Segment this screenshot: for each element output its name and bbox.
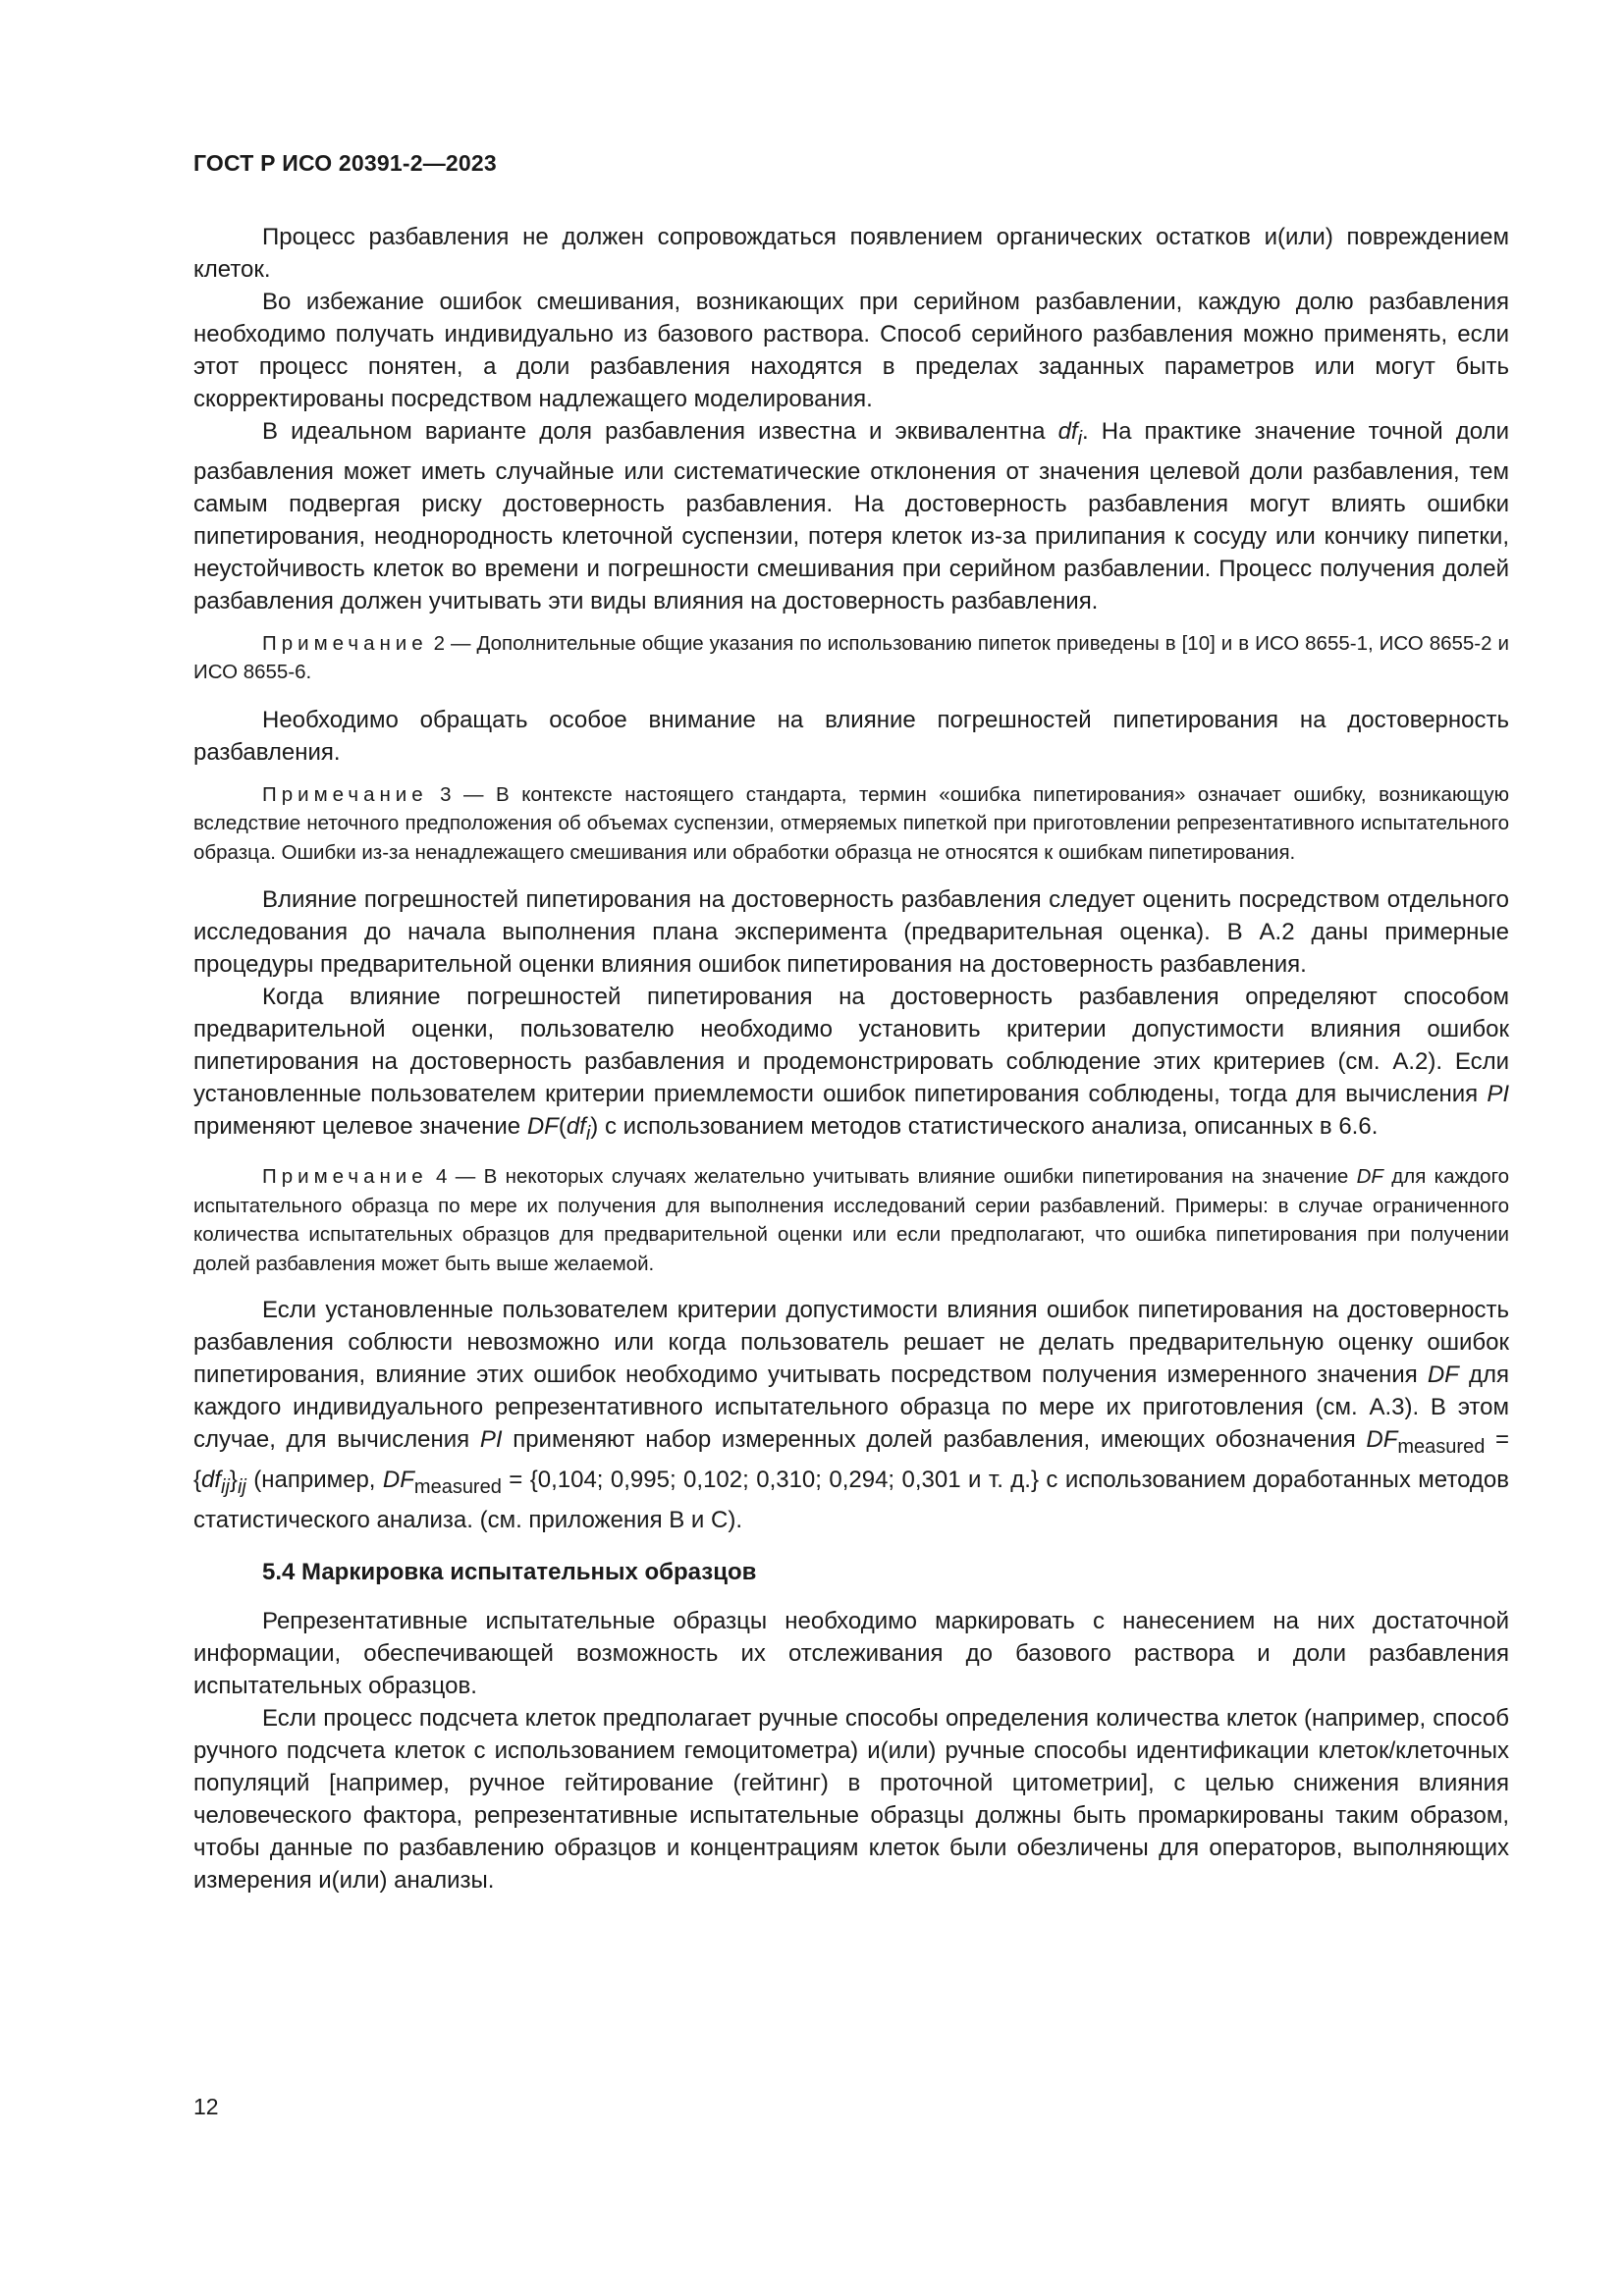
note-3: [193, 780, 1509, 868]
paragraph-sample-labeling: Репрезентативные испытательные образцы необходимо маркировать с нанесением на них достаточной информации, обеспечивающей возможность их отслеживания до базового раствора и доли разбавления испытательных образцов.: [193, 1607, 1509, 1699]
text-fragment: применяют набор измеренных долей разбавления, имеющих обозначения: [502, 1426, 1367, 1454]
text-fragment: с использованием методов статистического анализа, описанных в 6.6.: [598, 1113, 1379, 1141]
math-symbol: df: [566, 1113, 586, 1141]
math-symbol: DF: [1427, 1362, 1459, 1389]
text-fragment: (например,: [245, 1466, 383, 1493]
text-fragment: применяют целевое значение: [193, 1113, 527, 1141]
note-text: 4 — В некоторых случаях желательно учитывать влияние ошибки пипетирования на значение: [427, 1165, 1357, 1189]
text-fragment: (: [558, 1113, 567, 1141]
math-subscript: ij: [237, 1475, 246, 1498]
text-fragment: . На практике значение точной доли разбавления может иметь случайные или систематические отклонения от значения целевой доли разбавления, тем самым подвергая риску достоверность разбавления. На достоверность разбавления могут влиять ошибки пипетирования, неоднородность клеточной суспензии, потеря клеток из-за прилипания к сосуду или кончику пипетки, неустойчивость клеток во времени и погрешности смешивания при серийном разбавлении. Процесс получения долей разбавления должен учитывать эти виды влияния на достоверность разбавления.: [193, 418, 1510, 614]
paragraph-preliminary-assessment: Влияние погрешностей пипетирования на достоверность разбавления следует оценить посредством отдельного исследования до начала выполнения плана эксперимента (предварительная оценка). В А.2 даны примерные процедуры предварительной оценки влияния ошибок пипетирования на достоверность разбавления.: [193, 886, 1509, 979]
math-subscript: ij: [221, 1475, 230, 1498]
math-subscript: measured: [1397, 1435, 1486, 1458]
paragraph-measured-dilution: [193, 1294, 1509, 1536]
note-label: Примечание: [262, 631, 428, 655]
text-fragment: = {0,104; 0,995; 0,102; 0,310; 0,294; 0,301 и т. д.} с использованием доработанных методов статистического анализа. (см. приложения В и С).: [193, 1466, 1510, 1533]
math-subscript: i: [585, 1123, 591, 1146]
note-text: 2 — Дополнительные общие указания по использованию пипеток приведены в [10] и в ИСО 8655-1, ИСО 8655-2 и ИСО 8655-6.: [193, 631, 1509, 684]
text-fragment: Если установленные пользователем критерии допустимости влияния ошибок пипетирования на достоверность разбавления соблюсти невозможно или когда пользователь решает не делать предварительную оценку ошибок пипетирования, влияние этих ошибок необходимо учитывать посредством получения измеренного значения: [193, 1297, 1509, 1389]
math-symbol: DF: [382, 1466, 414, 1493]
math-symbol: PI: [479, 1426, 503, 1454]
math-symbol: DF: [1366, 1426, 1398, 1454]
text-fragment: В идеальном варианте доля разбавления известна и эквивалентна: [262, 418, 1058, 445]
math-symbol: PI: [1487, 1081, 1509, 1108]
paragraph-serial-dilution: Во избежание ошибок смешивания, возникающих при серийном разбавлении, каждую долю разбавления необходимо получать индивидуально из базового раствора. Способ серийного разбавления можно применять, если этот процесс понятен, а доли разбавления находятся в пределах заданных параметров или могут быть скорректированы посредством надлежащего моделирования.: [193, 289, 1509, 412]
text-fragment: ): [590, 1113, 599, 1141]
page-number: 12: [193, 2094, 219, 2119]
text-fragment: = {: [193, 1426, 1510, 1493]
text-fragment: }: [229, 1466, 238, 1493]
note-4: [193, 1162, 1509, 1278]
note-label: Примечание: [262, 782, 428, 806]
note-text: 3 — В контексте настоящего стандарта, термин «ошибка пипетирования» означает ошибку, возникающую вследствие неточного предположения об объемах суспензии, отмеряемых пипеткой при приготовлении репрезентативного испытательного образца. Ошибки из-за ненадлежащего смешивания или обработки образца не относятся к ошибкам пипетирования.: [193, 782, 1509, 864]
page-body: [193, 221, 1509, 1896]
math-symbol: df: [1057, 418, 1078, 445]
note-2: [193, 629, 1509, 687]
paragraph-ideal-dilution: [193, 415, 1509, 617]
paragraph-dilution-residues: Процесс разбавления не должен сопровождаться появлением органических остатков и(или) повреждением клеток.: [193, 224, 1509, 283]
paragraph-pipetting-attention: Необходимо обращать особое внимание на влияние погрешностей пипетирования на достоверность разбавления.: [193, 706, 1509, 766]
math-symbol: DF: [1356, 1165, 1383, 1189]
paragraph-acceptance-criteria: [193, 981, 1509, 1150]
note-text: для каждого испытательного образца по мере их получения для выполнения исследований серии разбавлений. Примеры: в случае ограниченного количества испытательных образцов для предварительной оценки или если предполагают, что ошибка пипетирования при получении долей разбавления может быть выше желаемой.: [193, 1165, 1509, 1275]
text-fragment: Когда влияние погрешностей пипетирования на достоверность разбавления определяют способом предварительной оценки, пользователю необходимо установить критерии допустимости влияния ошибок пипетирования на достоверность разбавления и продемонстрировать соблюдение этих критериев (см. А.2). Если установленные пользователем критерии приемлемости ошибок пипетирования соблюдены, тогда для вычисления: [193, 984, 1509, 1108]
note-label: Примечание: [262, 1165, 428, 1189]
section-heading: 5.4 Маркировка испытательных образцов: [262, 1558, 757, 1585]
paragraph-manual-counting: Если процесс подсчета клеток предполагает ручные способы определения количества клеток (например, способ ручного подсчета клеток с использованием гемоцитометра) и(или) ручные способы идентификации клеток/клеточных популяций [например, ручное гейтирование (гейтинг) в проточной цитометрии], с целью снижения влияния человеческого фактора, репрезентативные испытательные образцы должны быть промаркированы таким образом, чтобы данные по разбавлению образцов и концентрациям клеток были обезличены для операторов, выполняющих измерения и(или) анализы.: [193, 1704, 1509, 1894]
math-subscript: i: [1077, 427, 1083, 450]
text-fragment: для каждого индивидуального репрезентативного испытательного образца по мере их приготовления (см. А.3). В этом случае, для вычисления: [193, 1362, 1509, 1454]
math-symbol: DF: [526, 1113, 559, 1141]
document-header: ГОСТ Р ИСО 20391-2—2023: [193, 150, 497, 176]
math-symbol: df: [201, 1466, 222, 1493]
math-subscript: measured: [413, 1475, 502, 1498]
